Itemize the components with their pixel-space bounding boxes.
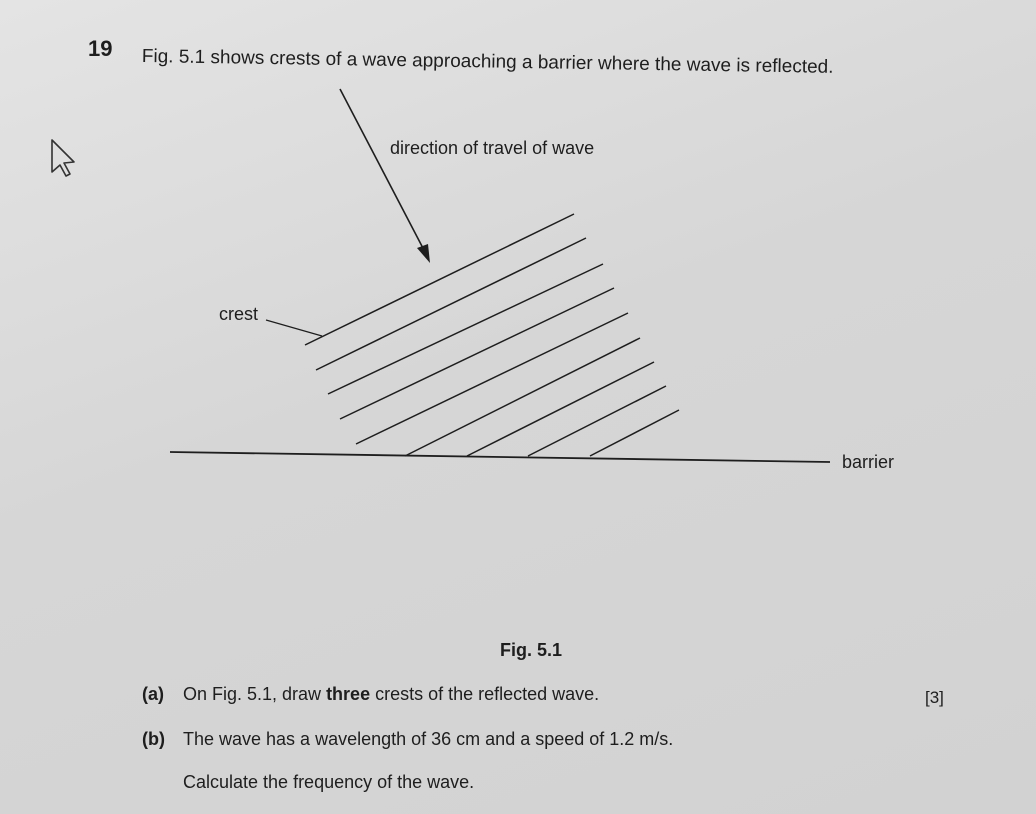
part-a-text-end: crests of the reflected wave. — [370, 684, 600, 704]
wave-crests — [305, 214, 679, 456]
figure-caption: Fig. 5.1 — [500, 640, 563, 660]
question-intro: Fig. 5.1 shows crests of a wave approaching a barrier where the wave is reflected. — [141, 46, 834, 78]
wave-crest — [356, 313, 628, 444]
part-b-instruction: Calculate the frequency of the wave. — [183, 772, 475, 792]
wave-crest — [528, 386, 666, 456]
wave-crest — [328, 264, 603, 394]
direction-label: direction of travel of wave — [390, 138, 595, 158]
wave-crest — [305, 214, 574, 345]
part-a-label: (a) — [142, 684, 164, 704]
wave-crest — [467, 362, 654, 456]
direction-arrow — [340, 89, 430, 263]
barrier-line — [170, 452, 830, 462]
part-a-marks: [3] — [925, 688, 944, 707]
part-b-label: (b) — [142, 729, 165, 749]
wave-crest — [405, 338, 640, 456]
part-b-text: The wave has a wavelength of 36 cm and a speed of 1.2 m/s. — [183, 729, 674, 749]
part-a-text-start: On Fig. 5.1, draw — [183, 684, 327, 704]
barrier-label: barrier — [842, 452, 895, 472]
crest-pointer — [266, 320, 322, 336]
mouse-pointer-icon — [52, 140, 74, 176]
part-a-text — [183, 684, 599, 705]
question-number: 19 — [88, 36, 113, 61]
wave-crest — [590, 410, 679, 456]
wave-crest — [316, 238, 586, 370]
crest-label: crest — [219, 304, 259, 324]
part-a-text-bold: three — [326, 684, 371, 704]
